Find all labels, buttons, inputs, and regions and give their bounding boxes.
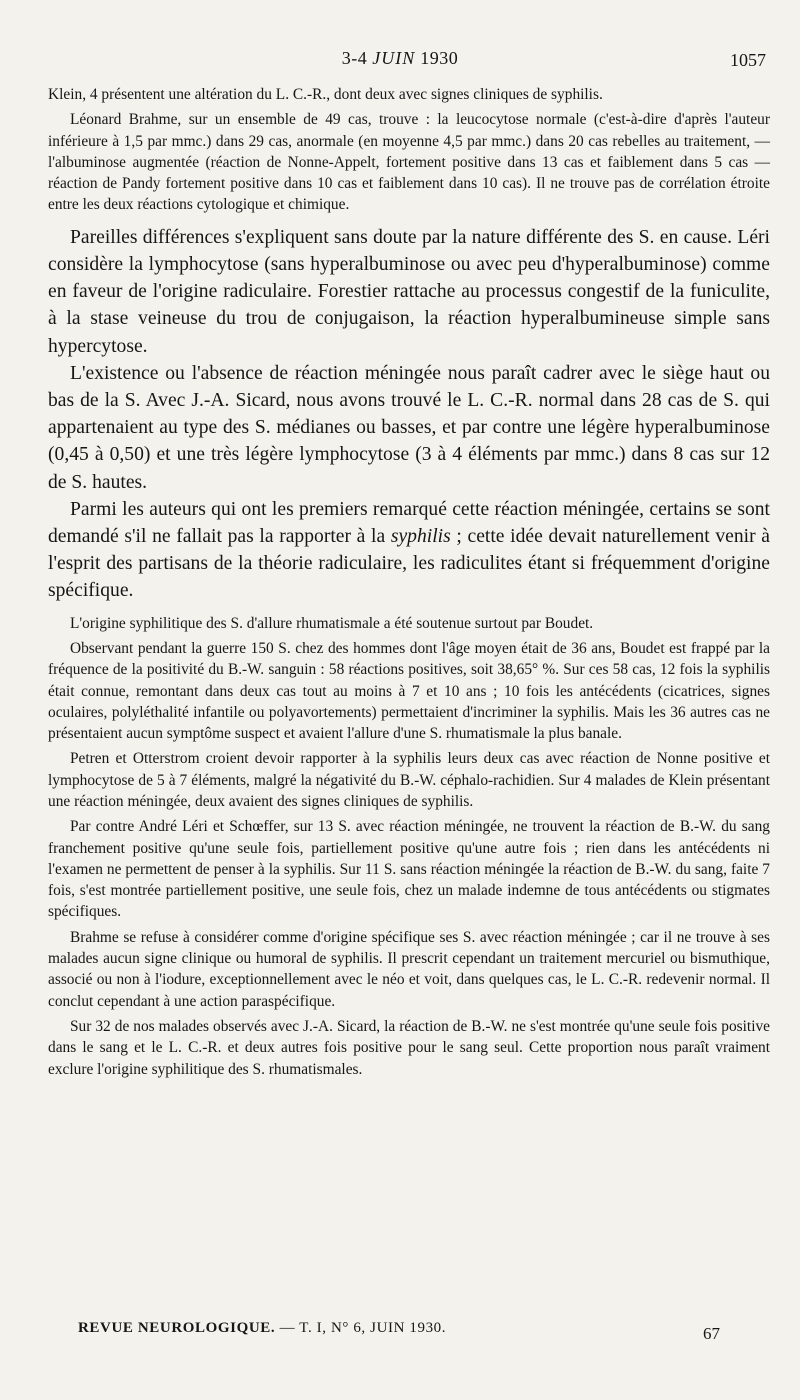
header-date <box>0 48 800 69</box>
footer-journal: REVUE NEUROLOGIQUE. <box>78 1320 276 1336</box>
paragraph-4: L'existence ou l'absence de réaction méningée nous paraît cadrer avec le siège haut ou bas de la S. Avec J.-A. Sicard, nous avons trouvé le L. C.-R. normal dans 28 cas de S. qui appartenaient au type des S. médianes ou basses, et par contre une légère hyperalbuminose (0,45 à 0,50) et une très légère lymphocytose (3 à 4 éléments par mmc.) dans 8 cas sur 12 de S. hautes. <box>48 362 770 493</box>
paragraph-5-end: ; cette idée devait naturellement venir à l'esprit des partisans de la théorie radiculaire, les radiculites étant si fréquemment d'origine spécifique. <box>48 526 770 602</box>
paragraph-5-start: Parmi les auteurs qui ont les premiers remarqué cette réaction méningée, certains se sont demandé s'il ne fallait pas la rapporter à la <box>48 498 770 548</box>
paragraph-1: Klein, 4 présentent une altération du L. C.-R., dont deux avec signes cliniques de syphilis. <box>48 86 603 103</box>
body-text <box>48 84 770 1080</box>
running-footer <box>78 1320 720 1344</box>
paragraph-2: Léonard Brahme, sur un ensemble de 49 cas, trouve : la leucocytose normale (c'est-à-dire d'après l'auteur inférieure à 1,5 par mmc.) dans 29 cas, anormale (en moyenne 4,5 par mmc.) dans 20 cas rebelles au traitement, — l'albuminose augmentée (réaction de Nonne-Appelt, fortement positive dans 13 cas et faiblement dans 5 cas — réaction de Pandy fortement positive dans 10 cas et faiblement dans 10 cas). Il ne trouve pas de corrélation étroite entre les deux réactions cytologique et chimique. <box>48 111 770 214</box>
paragraph-11: Sur 32 de nos malades observés avec J.-A. Sicard, la réaction de B.-W. ne s'est montrée qu'une seule fois positive dans le sang et le L. C.-R. et deux autres fois positive pour le sang seul. Cette proportion nous paraît vraiment exclure l'origine syphilitique des S. rhumatismales. <box>48 1017 770 1078</box>
paragraph-5-emphasis: syphilis <box>390 526 451 548</box>
paragraph-10: Brahme se refuse à considérer comme d'origine spécifique ses S. avec réaction méningée ; car il ne trouve à ses malades aucun signe clinique ou humoral de syphilis. Il prescrit cependant un traitement mercuriel ou bismuthique, associé ou non à l'iodure, exceptionnellement avec le néo et voit, dans quelques cas, le L. C.-R. redevenir normal. Il conclut cependant à une action paraspécifique. <box>48 928 770 1010</box>
paragraph-7: Observant pendant la guerre 150 S. chez des hommes dont l'âge moyen était de 36 ans, Boudet est frappé par la fréquence de la positivité du B.-W. sanguin : 58 réactions positives, soit 38,65° %. Sur ces 58 cas, 12 fois la syphilis était connue, remontant dans deux cas tout au moins à 7 et 10 ans ; 10 fois les antécédents (cicatrices, signes oculaires, polyléthalité infantile ou polyavortements) permettaient d'incriminer la syphilis. Mais les 36 autres cas ne présentaient aucun symptôme suspect et avaient l'allure d'une S. rhumatismale la plus banale. <box>48 639 770 743</box>
page-number: 1057 <box>730 50 766 70</box>
header-month: JUIN <box>372 48 416 68</box>
header-year: 1930 <box>420 48 459 68</box>
paragraph-5 <box>48 496 770 605</box>
header-day: 3-4 <box>341 48 368 68</box>
paragraph-9: Par contre André Léri et Schœffer, sur 13 S. avec réaction méningée, ne trouvent la réaction de B.-W. du sang franchement positive qu'une seule fois, partiellement positive qu'une autre fois ; rien dans les antécédents ni l'examen ne permettent de penser à la syphilis. Sur 11 S. sans réaction méningée la réaction de B.-W. du sang, faite 7 fois, s'est montrée partiellement positive, une seule fois, chez un malade indemne de tous antécédents ou stigmates spécifiques. <box>48 818 770 921</box>
paragraph-8: Petren et Otterstrom croient devoir rapporter à la syphilis leurs deux cas avec réaction de Nonne positive et lymphocytose de 5 à 7 éléments, malgré la négativité du B.-W. céphalo-rachidien. Sur 4 malades de Klein présentant une réaction méningée, deux avaient des signes cliniques de syphilis. <box>48 750 770 810</box>
footer-signature: 67 <box>703 1324 720 1343</box>
footer-citation <box>78 1320 446 1337</box>
running-header <box>0 48 800 72</box>
paragraph-6: L'origine syphilitique des S. d'allure rhumatismale a été soutenue surtout par Boudet. <box>70 614 594 632</box>
footer-volume: — T. I, N° 6, JUIN 1930. <box>279 1320 447 1336</box>
paragraph-3: Pareilles différences s'expliquent sans doute par la nature différente des S. en cause. Léri considère la lymphocytose (sans hyperalbuminose ou avec peu d'hyperalbuminose) comme en faveur de l'origine radiculaire. Forestier rattache au processus congestif de la funiculite, à la stase veineuse du trou de conjugaison, la réaction hyperalbumineuse simple sans hypercytose. <box>48 226 770 357</box>
